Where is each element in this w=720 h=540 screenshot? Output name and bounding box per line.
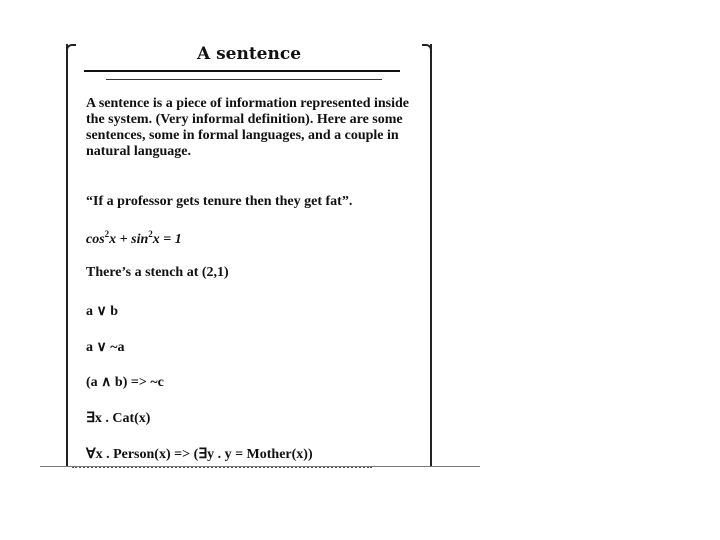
trig-cos: cos <box>86 232 105 247</box>
title-underline-thin <box>106 79 382 80</box>
title-underline <box>84 70 400 72</box>
definition-paragraph: A sentence is a piece of information represented inside the system. (Very informal definition). Here are some sentences, some in formal languages, and a couple in natural language. <box>86 96 410 159</box>
stench-sentence: There’s a stench at (2,1) <box>86 265 229 280</box>
trig-end: x = 1 <box>152 232 182 247</box>
trig-identity <box>86 229 182 248</box>
natural-language-quote: “If a professor gets tenure then they get fat”. <box>86 194 353 209</box>
trig-exp-2: 2 <box>148 229 153 239</box>
trig-middle: x + sin <box>109 232 149 247</box>
logic-sentence-5: ∀x . Person(x) => (∃y . y = Mother(x)) <box>86 447 313 462</box>
page-bottom-edge <box>40 466 480 467</box>
logic-sentence-3: (a ∧ b) => ~c <box>86 375 164 390</box>
logic-sentence-2: a ∨ ~a <box>86 340 125 355</box>
trig-exp-1: 2 <box>104 229 110 239</box>
logic-sentence-1: a ∨ b <box>86 304 119 319</box>
logic-sentence-4: ∃x . Cat(x) <box>86 411 151 426</box>
page-title: A sentence <box>196 44 302 64</box>
